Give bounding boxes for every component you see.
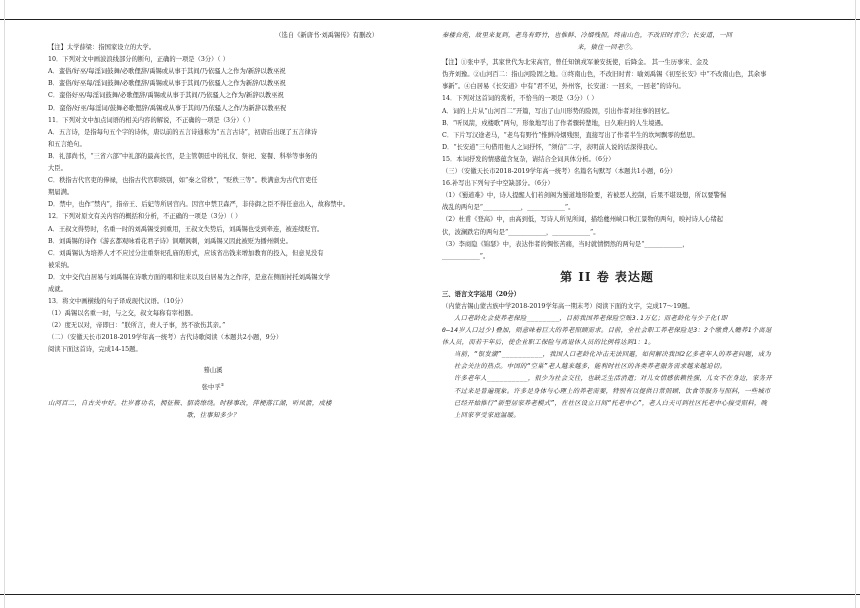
question-12: 12．下列对原文有关内容的概括和分析，不正确的一项是（3分）（ ） [48, 213, 242, 221]
reading-instruction: （内蒙古锡山蒙古族中学2018-2019学年高一期末考）阅读下面的文字，完成17～19题。 [442, 302, 694, 310]
poetry-section-heading: （二）（安徽天长市2018-2019学年高一统考）古代诗歌阅读（本题共2小题，9分） [48, 334, 283, 342]
q16-item-1: （1）《蜀道难》中，诗人提醒人们若剑阁为蜀道地形险要，若被恶人控制，后果不堪设想，所以要警惕 [442, 192, 727, 200]
passage-line: 人口老龄化会使养老保险________，目前我国养老保险空账3.1万亿；而老龄化与少子化(即 [454, 314, 728, 322]
poem-line: 来，猿住一回老⑦。 [577, 44, 637, 52]
poem-annotation-cont: 伪齐刘豫。②山河百二：指山河险固之地。③终南山色，不改旧时青：喻刘禹锡《初至长安》中“不改南山色，其余事事新”。④白居易《长安道》中有“君不见，外州客，长安道：一回来，一回老”的诗句。 [442, 71, 767, 91]
q16-item-2-cont: 伏，波澜跌宕的两句是“____________，____________”。 [442, 228, 600, 236]
q12-option-d-cont: 成就。 [48, 285, 67, 293]
poem-author-line [48, 379, 378, 394]
q12-option-b: B．刘禹锡的诗作《游玄都观咏看花君子诗》讽嘲讽刺，刘禹锡又因此被贬为播州刺史。 [48, 237, 292, 245]
dictation-section-heading: （三）（安徽天长市2018-2019学年高一统考）名篇名句默写（本题共1小题，6分） [442, 168, 677, 176]
q10-option-b: B．蛮俗/好巫每/淫词鼓舞/必歌俚辞/禹锡或从事于其间/乃依骚人之作为新辞/以教巫祝 [48, 80, 286, 88]
q11-option-c: C．秩指古代官吏的俸禄，也指古代官职级别，如“秦之常秩”，“贬秩三等”。秩满意为古代官吏任 [48, 177, 318, 185]
bottom-border [0, 594, 860, 595]
q16-item-3-cont: ____________”。 [442, 252, 490, 260]
q12-option-d: D．文中交代白居易与刘禹锡在诗歌方面的唱和往来以及白居易为之作序，是意在侧面衬托刘禹锡文学 [48, 273, 331, 281]
q11-option-b: B．礼部尚书，“三省六部”中礼部的最高长官，是主管朝廷中的礼仪、祭祀、宴餐、科举等事务的 [48, 152, 318, 160]
passage-line: 许多老年人__________，很少为社会交往，也缺乏生活消遣；对儿女情感依赖性强，儿女不在身边，家务开不过来是普遍现象。许多是身体与心理上的养老需要，特别有以提供日常照顾、饮食等服务与照料，一些城市已经开始推行“新型居家养老模式”，在社区设立日间“托老中心”，老人白天可到社区托老中心接受照料，晚上回家享受家庭温暖。 [454, 375, 772, 419]
q14-option-a: A．词的上片从“山河百二”开篇，写出了山川形势的险固，引出作者对往事的回忆。 [442, 107, 674, 115]
right-margin-line [855, 0, 856, 608]
poem-author: 张中孚 [201, 383, 221, 391]
left-column [48, 30, 378, 422]
poem-annotation: 【注】①张中孚，其家世代为北宋高官，曾任知镇戎军兼安抚使，后降金。 其一生历事宋、金及 [442, 59, 709, 67]
question-10: 10．下列对文中画波浪线部分的断句，正确的一项是（3分）（ ） [48, 56, 229, 64]
question-14: 14．下列对这首词的赏析，不恰当的一项是（3分）（ ） [442, 95, 598, 103]
question-16: 16.补写出下列句子中空缺部分。（6分） [442, 180, 554, 188]
q11-option-b-cont: 大臣。 [48, 165, 67, 173]
part-two-title: 第 II 卷 表达题 [560, 269, 654, 284]
passage-line: 0—14岁人口过少)叠加，则意味着巨大的养老照顾需求。目前，全社会职工养老保险是3：2个缴费人赡养1个离退休人员，而若干年后，使企业职工保险与离退休人员的比例将达到1：1。 [442, 327, 772, 347]
q16-item-1-cont: 战乱的两句是“____________，____________”。 [442, 204, 575, 212]
right-column [442, 30, 772, 422]
q12-option-c-cont: 被采纳。 [48, 261, 74, 269]
question-11: 11．下列对文中加点词语的相关内容的解说，不正确的一项是（3分）（ ） [48, 116, 255, 124]
q10-option-c: C．蛮俗好巫/每淫词鼓舞/必歌俚辞/禹锡或从事于其间/乃依骚人之作为/新辞以教巫祝 [48, 92, 284, 100]
q11-option-c-cont: 期届满。 [48, 189, 74, 197]
annotation: 【注】太学薛梁：指国家设立的大学。 [48, 44, 156, 52]
q11-option-d: D．禁中，也作“禁内”，指帝王、后妃等所居宫内。因宫中禁卫森严，非侍御之臣不得任意出入，故称禁中。 [48, 201, 350, 209]
q12-option-a: A．王叔文得势时，名重一时的刘禹锡受到重用，王叔文失势后，刘禹锡也受到牵连，被连续贬官。 [48, 225, 324, 233]
poem-line: 秦楼台苑，故里来复到，老鸟有野竹，也惟鲜、冷烟残照。终南山色，不改旧时青⑦；长安道，一回 [442, 32, 733, 39]
poem-footnote-mark: ① [220, 381, 225, 387]
q10-option-d: D．蛮俗/好巫/每淫词/鼓舞必歌俚辞/禹锡或从事于其间/乃依骚人之作/为新辞以教巫祝 [48, 104, 287, 112]
left-margin-line [4, 0, 5, 608]
q14-option-d: D．“长安道”三句借用他人之词抒怀，“须信”二字，表明前人说的话深得我心。 [442, 143, 662, 151]
top-border [0, 19, 860, 20]
poem-title: 蓦山溪 [203, 366, 223, 374]
poetry-instruction: 阅读下面这首诗，完成14-15题。 [48, 346, 142, 354]
poem-line: 歌，往事知多少？ [186, 411, 240, 419]
q12-option-c: C．刘禹锡认为培养人才不应过分注重祭祀孔庙的形式，应该省出钱来增加教育的投入，但意见没有 [48, 249, 324, 257]
q13-item-1: （1）禹锡以名重一时，与之交，叔文每称有宰相器。 [48, 310, 197, 318]
q14-option-b: B．“听凤箭，戍楼歌”两句，形象地写出了作者骤转楚地，日久难归的人生境遇。 [442, 119, 668, 127]
passage-line: 当前，“银发潮”__________，我国人口老龄化冲击无法回避，如何解决我国2亿多老年人的养老问题，成为社会关注的热点。中国的“空巢”老人越来越多，能利时社区的各类养老服务需求越来越迫切。 [454, 351, 772, 371]
q10-option-a: A．蛮俗/好巫/每淫词鼓舞/必歌俚辞/禹锡或从事于其间/乃依骚人之作为/新辞以教巫祝 [48, 68, 286, 76]
q16-item-2: （2）杜甫《登高》中，由高到低，写诗人所见所闻，描绘夔州峡口秋江景物的两句，映衬诗人心绪起 [442, 216, 724, 224]
q16-item-3: （3）李商隐《锦瑟》中，表达作者的惆怅苦痛，当时就情惘然的两句是“____________， [442, 240, 689, 248]
q11-option-a: A．五言诗，是指每句五个字的诗体，唐以前的五言诗通称为“五言古诗”，初唐后出现了五言律诗 [48, 128, 318, 136]
question-15: 15．本词抒发的情感蕴含复杂，请结合全词具体分析。（6分） [442, 155, 615, 163]
language-section-heading: 三、语言文字运用（20分） [442, 290, 521, 298]
source-note: （选自《新唐书·刘禹锡传》有删改） [275, 32, 378, 39]
poem-line: 山河百二，自古关中好。壮岁喜功名，拥征鞍、貂裘缭绕。时移事改，萍梗落江湖，听凤箭，戍楼 [48, 399, 332, 407]
q11-option-a-cont: 和五言绝句。 [48, 140, 86, 148]
q13-item-2: （2）度无以对，帝即曰：“朕所言，责人子事，然不欲伤其亲。” [48, 322, 226, 330]
question-13: 13．将文中画横线的句子译成现代汉语。（10分） [48, 298, 187, 306]
q14-option-c: C．下片写汉途老马，“老鸟有野竹”惟鲜冷烟残照，直接写出了作者半生的坎坷飘零的愁思。 [442, 131, 699, 139]
